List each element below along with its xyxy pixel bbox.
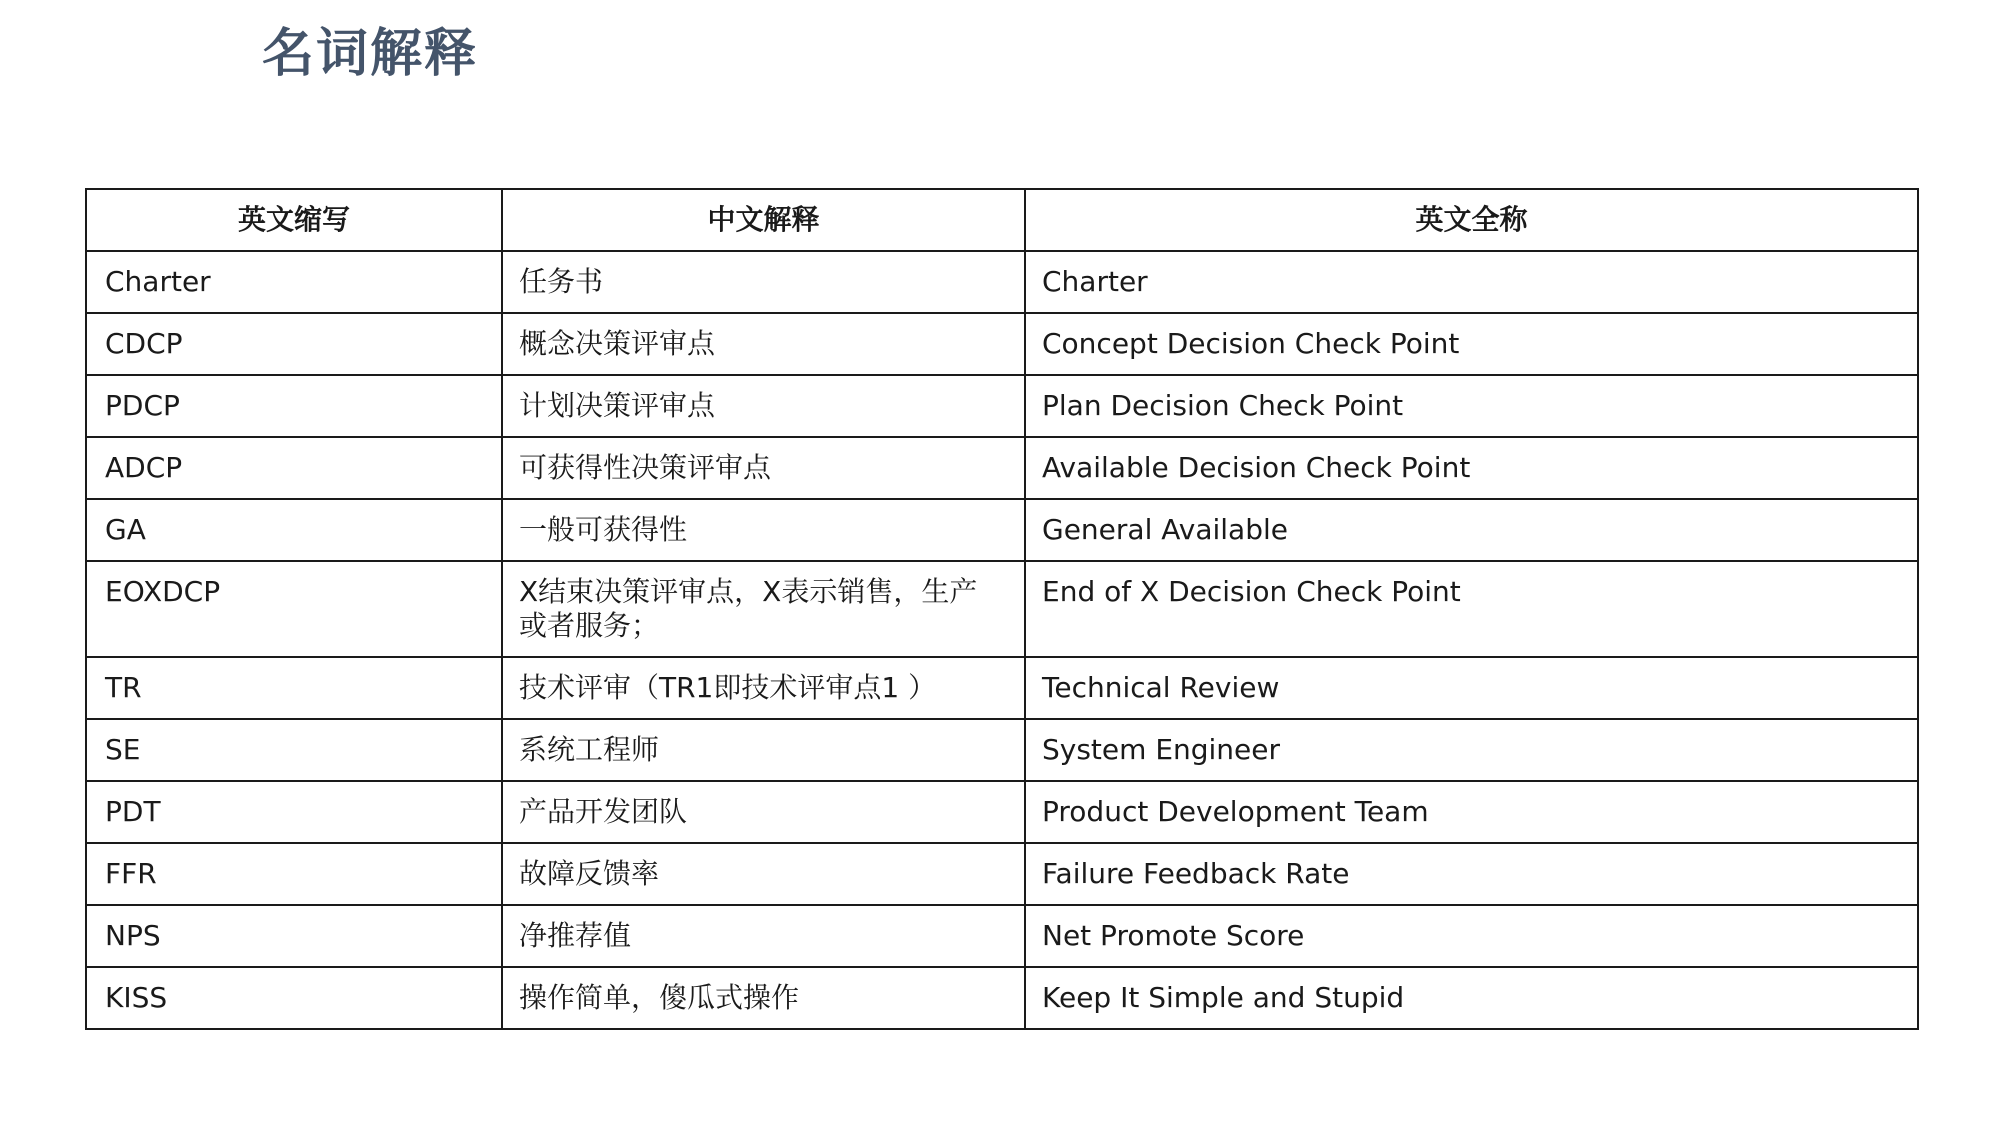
table-row	[86, 499, 1918, 561]
cell-chinese-explanation: 系统工程师	[502, 719, 1025, 781]
header-english-full-name: 英文全称	[1025, 189, 1918, 251]
cell-abbreviation: Charter	[86, 251, 502, 313]
cell-english-full-name: Technical Review	[1025, 657, 1918, 719]
cell-abbreviation: ADCP	[86, 437, 502, 499]
cell-english-full-name: Failure Feedback Rate	[1025, 843, 1918, 905]
cell-abbreviation: NPS	[86, 905, 502, 967]
page-title: 名词解释	[262, 24, 479, 84]
cell-english-full-name: Net Promote Score	[1025, 905, 1918, 967]
header-abbreviation: 英文缩写	[86, 189, 502, 251]
cell-english-full-name: System Engineer	[1025, 719, 1918, 781]
cell-chinese-explanation: 一般可获得性	[502, 499, 1025, 561]
table-row	[86, 561, 1918, 657]
cell-chinese-explanation: 概念决策评审点	[502, 313, 1025, 375]
cell-chinese-explanation: 故障反馈率	[502, 843, 1025, 905]
cell-chinese-explanation: 产品开发团队	[502, 781, 1025, 843]
table-row	[86, 843, 1918, 905]
table-row	[86, 437, 1918, 499]
cell-english-full-name: Product Development Team	[1025, 781, 1918, 843]
cell-abbreviation: KISS	[86, 967, 502, 1029]
cell-chinese-explanation: 技术评审（TR1即技术评审点1 ）	[502, 657, 1025, 719]
header-chinese-explanation: 中文解释	[502, 189, 1025, 251]
cell-chinese-explanation: 任务书	[502, 251, 1025, 313]
cell-abbreviation: PDCP	[86, 375, 502, 437]
cell-english-full-name: Concept Decision Check Point	[1025, 313, 1918, 375]
cell-abbreviation: CDCP	[86, 313, 502, 375]
cell-abbreviation: EOXDCP	[86, 561, 502, 657]
table-row	[86, 657, 1918, 719]
cell-english-full-name: Available Decision Check Point	[1025, 437, 1918, 499]
table-row	[86, 967, 1918, 1029]
cell-chinese-explanation: 可获得性决策评审点	[502, 437, 1025, 499]
table-row	[86, 313, 1918, 375]
cell-abbreviation: GA	[86, 499, 502, 561]
table-row	[86, 781, 1918, 843]
cell-abbreviation: PDT	[86, 781, 502, 843]
cell-abbreviation: TR	[86, 657, 502, 719]
cell-english-full-name: Plan Decision Check Point	[1025, 375, 1918, 437]
cell-english-full-name: General Available	[1025, 499, 1918, 561]
cell-chinese-explanation: 操作简单，傻瓜式操作	[502, 967, 1025, 1029]
cell-abbreviation: SE	[86, 719, 502, 781]
glossary-table	[85, 188, 1919, 1030]
cell-english-full-name: End of X Decision Check Point	[1025, 561, 1918, 657]
cell-abbreviation: FFR	[86, 843, 502, 905]
cell-chinese-explanation: 净推荐值	[502, 905, 1025, 967]
cell-chinese-explanation: 计划决策评审点	[502, 375, 1025, 437]
cell-chinese-explanation	[502, 561, 1025, 657]
cell-english-full-name: Charter	[1025, 251, 1918, 313]
table-header-row	[86, 189, 1918, 251]
table-row	[86, 251, 1918, 313]
cell-chinese-explanation-text: X结束决策评审点，X表示销售，生产或者服务；	[519, 575, 978, 642]
table-row	[86, 375, 1918, 437]
table-row	[86, 719, 1918, 781]
cell-english-full-name: Keep It Simple and Stupid	[1025, 967, 1918, 1029]
table-row	[86, 905, 1918, 967]
